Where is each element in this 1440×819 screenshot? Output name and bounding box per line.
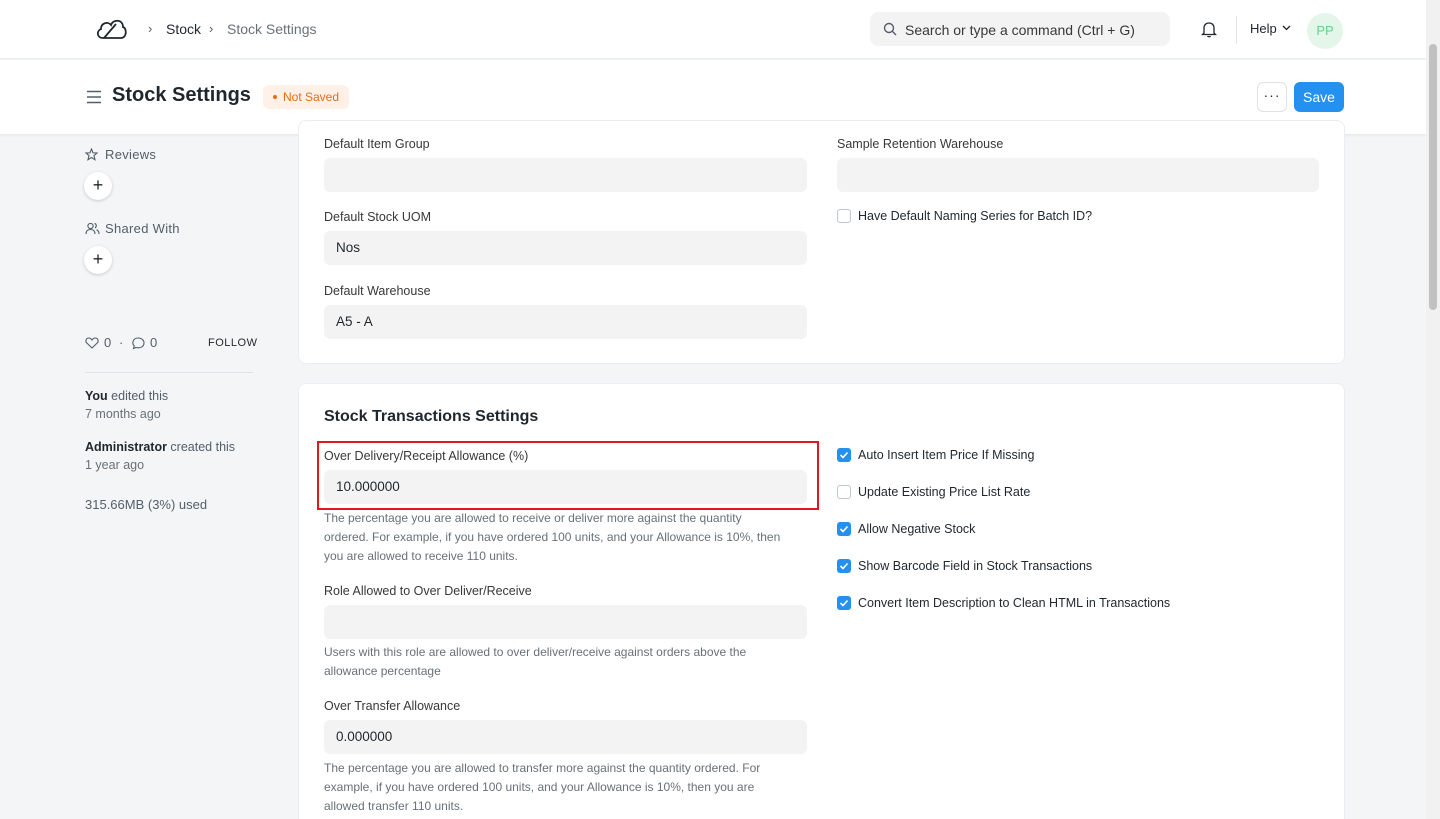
over-transfer-allowance-label: Over Transfer Allowance bbox=[324, 699, 461, 713]
breadcrumb-chevron-icon: › bbox=[148, 21, 153, 36]
default-stock-uom-field[interactable]: Nos bbox=[324, 231, 807, 265]
breadcrumb-stock[interactable]: Stock bbox=[166, 21, 202, 37]
auto-insert-price-label: Auto Insert Item Price If Missing bbox=[858, 448, 1035, 462]
show-barcode-field-checkbox[interactable] bbox=[837, 559, 851, 573]
role-allowed-field[interactable] bbox=[324, 605, 807, 639]
activity-actor: You bbox=[85, 389, 108, 403]
sample-retention-warehouse-label: Sample Retention Warehouse bbox=[837, 137, 1004, 151]
activity-actor: Administrator bbox=[85, 440, 167, 454]
sample-retention-warehouse-field[interactable] bbox=[837, 158, 1319, 192]
search-placeholder: Search or type a command (Ctrl + G) bbox=[905, 22, 1135, 38]
update-price-list-rate-checkbox[interactable] bbox=[837, 485, 851, 499]
scrollbar-thumb[interactable] bbox=[1429, 44, 1437, 310]
users-icon bbox=[85, 222, 100, 235]
description-line: ordered. For example, if you have ordered 100 units, and your Allowance is 10%, then bbox=[324, 530, 781, 544]
description-line: you are allowed to receive 110 units. bbox=[324, 549, 518, 563]
add-review-button[interactable]: + bbox=[84, 172, 112, 200]
update-price-list-rate-label: Update Existing Price List Rate bbox=[858, 485, 1031, 499]
description-line: Users with this role are allowed to over deliver/receive against orders above the bbox=[324, 645, 747, 659]
check-icon bbox=[839, 598, 849, 608]
role-allowed-description bbox=[324, 643, 746, 681]
show-barcode-field-label: Show Barcode Field in Stock Transactions bbox=[858, 559, 1093, 573]
search-icon bbox=[883, 22, 897, 36]
star-icon bbox=[85, 148, 98, 161]
activity-item bbox=[85, 389, 168, 403]
activity-item bbox=[85, 440, 235, 454]
batch-naming-checkbox[interactable] bbox=[837, 209, 851, 223]
user-avatar[interactable]: PP bbox=[1307, 13, 1343, 49]
description-line: The percentage you are allowed to receive or deliver more against the quantity bbox=[324, 511, 742, 525]
allow-negative-stock-label: Allow Negative Stock bbox=[858, 522, 976, 536]
breadcrumb-chevron-icon: › bbox=[209, 21, 214, 36]
follow-button[interactable]: FOLLOW bbox=[208, 337, 258, 349]
auto-insert-price-checkbox[interactable] bbox=[837, 448, 851, 462]
activity-time: 7 months ago bbox=[85, 407, 161, 421]
description-line: example, if you have ordered 100 units, and your Allowance is 10%, then you are bbox=[324, 780, 755, 794]
check-icon bbox=[839, 450, 849, 460]
clean-html-checkbox[interactable] bbox=[837, 596, 851, 610]
comment-icon[interactable] bbox=[131, 337, 145, 350]
activity-time: 1 year ago bbox=[85, 458, 145, 472]
sidebar-divider bbox=[85, 372, 253, 373]
role-allowed-label: Role Allowed to Over Deliver/Receive bbox=[324, 584, 532, 598]
batch-naming-label: Have Default Naming Series for Batch ID? bbox=[858, 209, 1093, 223]
description-line: allowed transfer 110 units. bbox=[324, 799, 464, 813]
default-warehouse-field[interactable]: A5 - A bbox=[324, 305, 807, 339]
page-scrollbar[interactable] bbox=[1426, 0, 1440, 819]
chevron-down-icon[interactable] bbox=[1282, 25, 1291, 31]
default-stock-uom-label: Default Stock UOM bbox=[324, 210, 431, 224]
description-line: The percentage you are allowed to transfer more against the quantity ordered. For bbox=[324, 761, 761, 775]
likes-count: 0 bbox=[104, 335, 112, 350]
highlight-box bbox=[317, 441, 819, 510]
stats-separator: · bbox=[119, 335, 124, 350]
notification-bell-icon[interactable] bbox=[1201, 20, 1217, 38]
app-logo-icon[interactable] bbox=[94, 16, 128, 42]
page-title: Stock Settings bbox=[112, 84, 251, 106]
over-transfer-allowance-field[interactable]: 0.000000 bbox=[324, 720, 807, 754]
navbar bbox=[0, 0, 1426, 59]
shared-with-label: Shared With bbox=[105, 221, 180, 236]
check-icon bbox=[839, 524, 849, 534]
add-share-button[interactable]: + bbox=[84, 246, 112, 274]
sidebar-toggle-icon[interactable] bbox=[86, 90, 102, 104]
navbar-divider bbox=[1236, 16, 1237, 44]
status-badge: Not Saved bbox=[263, 85, 349, 109]
description-line: allowance percentage bbox=[324, 664, 441, 678]
search-input[interactable] bbox=[870, 12, 1170, 46]
over-delivery-allowance-field[interactable]: 10.000000 bbox=[324, 470, 807, 504]
over-delivery-allowance-label: Over Delivery/Receipt Allowance (%) bbox=[324, 449, 529, 463]
section-title: Stock Transactions Settings bbox=[324, 408, 539, 425]
comments-count: 0 bbox=[150, 335, 158, 350]
breadcrumb-stock-settings[interactable]: Stock Settings bbox=[227, 21, 317, 37]
default-item-group-field[interactable] bbox=[324, 158, 807, 192]
over-delivery-allowance-description bbox=[324, 509, 780, 566]
storage-usage: 315.66MB (3%) used bbox=[85, 497, 208, 512]
activity-action: edited this bbox=[107, 389, 169, 403]
allow-negative-stock-checkbox[interactable] bbox=[837, 522, 851, 536]
reviews-label: Reviews bbox=[105, 147, 157, 162]
over-transfer-allowance-description bbox=[324, 759, 760, 816]
help-menu[interactable]: Help bbox=[1250, 21, 1277, 36]
save-button[interactable]: Save bbox=[1294, 82, 1344, 112]
default-item-group-label: Default Item Group bbox=[324, 137, 430, 151]
activity-action: created this bbox=[166, 440, 236, 454]
more-actions-button[interactable]: ··· bbox=[1257, 82, 1287, 112]
default-warehouse-label: Default Warehouse bbox=[324, 284, 431, 298]
clean-html-label: Convert Item Description to Clean HTML in Transactions bbox=[858, 596, 1171, 610]
heart-icon[interactable] bbox=[85, 337, 99, 349]
check-icon bbox=[839, 561, 849, 571]
